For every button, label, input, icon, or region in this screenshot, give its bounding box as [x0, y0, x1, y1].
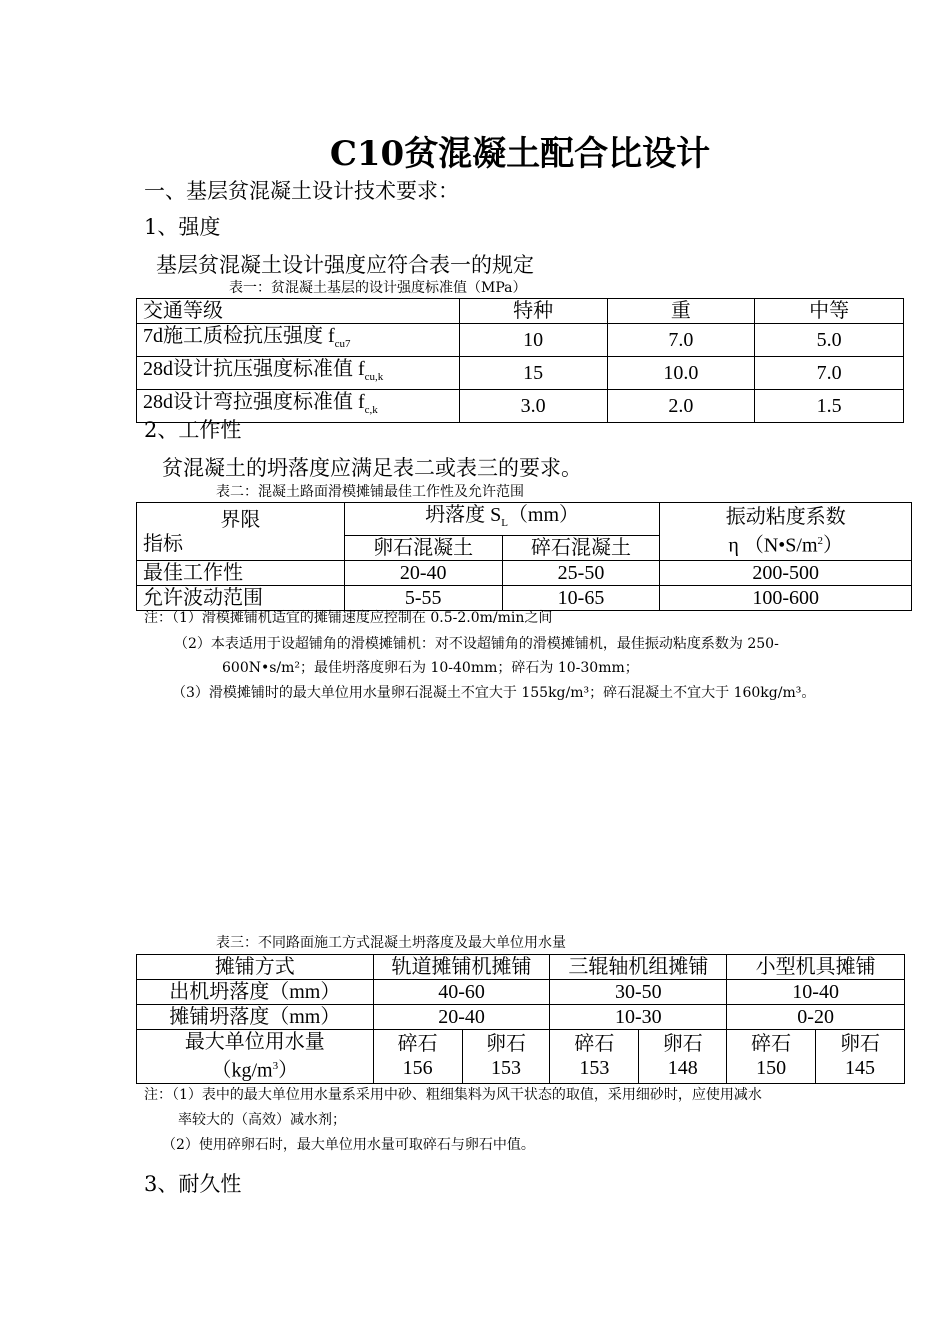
table3 — [136, 954, 905, 1084]
corner-bottom-label: 指标 — [143, 532, 183, 555]
table-cell: 20-40 — [344, 561, 502, 586]
table-header: 交通等级 — [137, 299, 460, 324]
sub3-heading: 3、耐久性 — [144, 1172, 242, 1196]
note2-2-cont: 600N•s/m²；最佳坍落度卵石为 10-40mm；碎石为 10-30mm； — [222, 660, 639, 676]
table-cell: 碎石 153 — [550, 1030, 639, 1084]
table-header: 中等 — [755, 299, 904, 324]
table2 — [136, 502, 912, 611]
table-cell: 7.0 — [607, 324, 755, 357]
table-header: 摊铺方式 — [137, 955, 374, 980]
table-cell: 40-60 — [373, 980, 550, 1005]
table-header: 坍落度 $S_L(mm)$ — [344, 503, 660, 536]
table-cell: 摊铺坍落度（mm） — [137, 1005, 374, 1030]
table-cell: 10.0 — [607, 357, 755, 390]
table-header: 特种 — [459, 299, 607, 324]
table-cell: 30-50 — [550, 980, 727, 1005]
table-cell: 15 — [459, 357, 607, 390]
table-cell: 5-55 — [344, 586, 502, 611]
table-row — [137, 299, 904, 324]
table-cell: 出机坍落度（mm） — [137, 980, 374, 1005]
corner-top-label: 界限 — [220, 508, 261, 531]
table1-caption: 表一：贫混凝土基层的设计强度标准值（MPa） — [229, 280, 527, 296]
table-row — [137, 390, 904, 423]
sub1-text: 基层贫混凝土设计强度应符合表一的规定 — [156, 253, 534, 277]
table-row — [137, 1005, 905, 1030]
section1-heading: 一、基层贫混凝土设计技术要求： — [144, 179, 459, 203]
table-cell: 卵石 148 — [639, 1030, 727, 1084]
table-corner-cell — [137, 503, 345, 561]
table-header: 轨道摊铺机摊铺 — [373, 955, 550, 980]
table-cell: 最大单位用水量 $(kg/m^3)$ — [137, 1030, 374, 1084]
note2-3: （3）滑模摊铺时的最大单位用水量卵石混凝土不宜大于 155kg/m³；碎石混凝土不宜大于 160kg/m³。 — [172, 685, 816, 701]
page-title: C10贫混凝土配合比设计 — [329, 134, 711, 174]
table-cell: 0-20 — [727, 1005, 905, 1030]
table-cell: 允许波动范围 — [137, 586, 345, 611]
table-cell: 1.5 — [755, 390, 904, 423]
table-cell: 碎石 156 — [373, 1030, 462, 1084]
table-header: 振动粘度系数 η $(N•S/m^2)$ — [660, 503, 912, 561]
note3-1-cont: 率较大的（高效）减水剂； — [178, 1112, 346, 1128]
table-header: 小型机具摊铺 — [727, 955, 905, 980]
table-header: 重 — [607, 299, 755, 324]
note3-2: （2）使用碎卵石时，最大单位用水量可取碎石与卵石中值。 — [162, 1137, 535, 1153]
note2-2: （2）本表适用于设超铺角的滑模摊铺机：对不设超铺角的滑模摊铺机，最佳振动粘度系数为 250- — [174, 636, 779, 652]
table-cell: 10-65 — [502, 586, 660, 611]
table-cell: 最佳工作性 — [137, 561, 345, 586]
sub2-heading: 2、工作性 — [144, 418, 242, 442]
table-cell: 100-600 — [660, 586, 912, 611]
table-header: 三辊轴机组摊铺 — [550, 955, 727, 980]
sub2-text: 贫混凝土的坍落度应满足表二或表三的要求。 — [162, 456, 582, 480]
table-row — [137, 503, 912, 536]
table-row — [137, 357, 904, 390]
table-cell: 20-40 — [373, 1005, 550, 1030]
table1 — [136, 298, 904, 423]
table-row — [137, 324, 904, 357]
table-cell: 卵石 145 — [816, 1030, 905, 1084]
table-cell: 碎石 150 — [727, 1030, 816, 1084]
table-cell: 7.0 — [755, 357, 904, 390]
table-cell: 3.0 — [459, 390, 607, 423]
note2-1: 注：（1）滑模摊铺机适宜的摊铺速度应控制在 0.5-2.0m/min之间 — [144, 610, 553, 626]
table-cell: 200-500 — [660, 561, 912, 586]
table-row — [137, 955, 905, 980]
table-header: 碎石混凝土 — [502, 536, 660, 561]
table-cell: 2.0 — [607, 390, 755, 423]
table-cell: 10-30 — [550, 1005, 727, 1030]
table-row — [137, 980, 905, 1005]
table-cell: 10-40 — [727, 980, 905, 1005]
table3-caption: 表三：不同路面施工方式混凝土坍落度及最大单位用水量 — [216, 935, 566, 951]
table-row — [137, 1030, 905, 1084]
table-cell: 卵石 153 — [462, 1030, 550, 1084]
table2-caption: 表二：混凝土路面滑模摊铺最佳工作性及允许范围 — [216, 484, 524, 500]
table-cell: 25-50 — [502, 561, 660, 586]
table-header: 卵石混凝土 — [344, 536, 502, 561]
table-cell: 7d施工质检抗压强度 $f_{cu7}$ — [137, 324, 460, 357]
sub1-heading: 1、强度 — [144, 215, 221, 239]
note3-1: 注：（1）表中的最大单位用水量系采用中砂、粗细集料为风干状态的取值，采用细砂时，应使用减水 — [144, 1087, 762, 1103]
table-cell: 28d设计抗压强度标准值 $f_{cu,k}$ — [137, 357, 460, 390]
table-row — [137, 561, 912, 586]
table-cell: 10 — [459, 324, 607, 357]
table-cell: 5.0 — [755, 324, 904, 357]
table-cell: 28d设计弯拉强度标准值 $f_{c,k}$ — [137, 390, 460, 423]
